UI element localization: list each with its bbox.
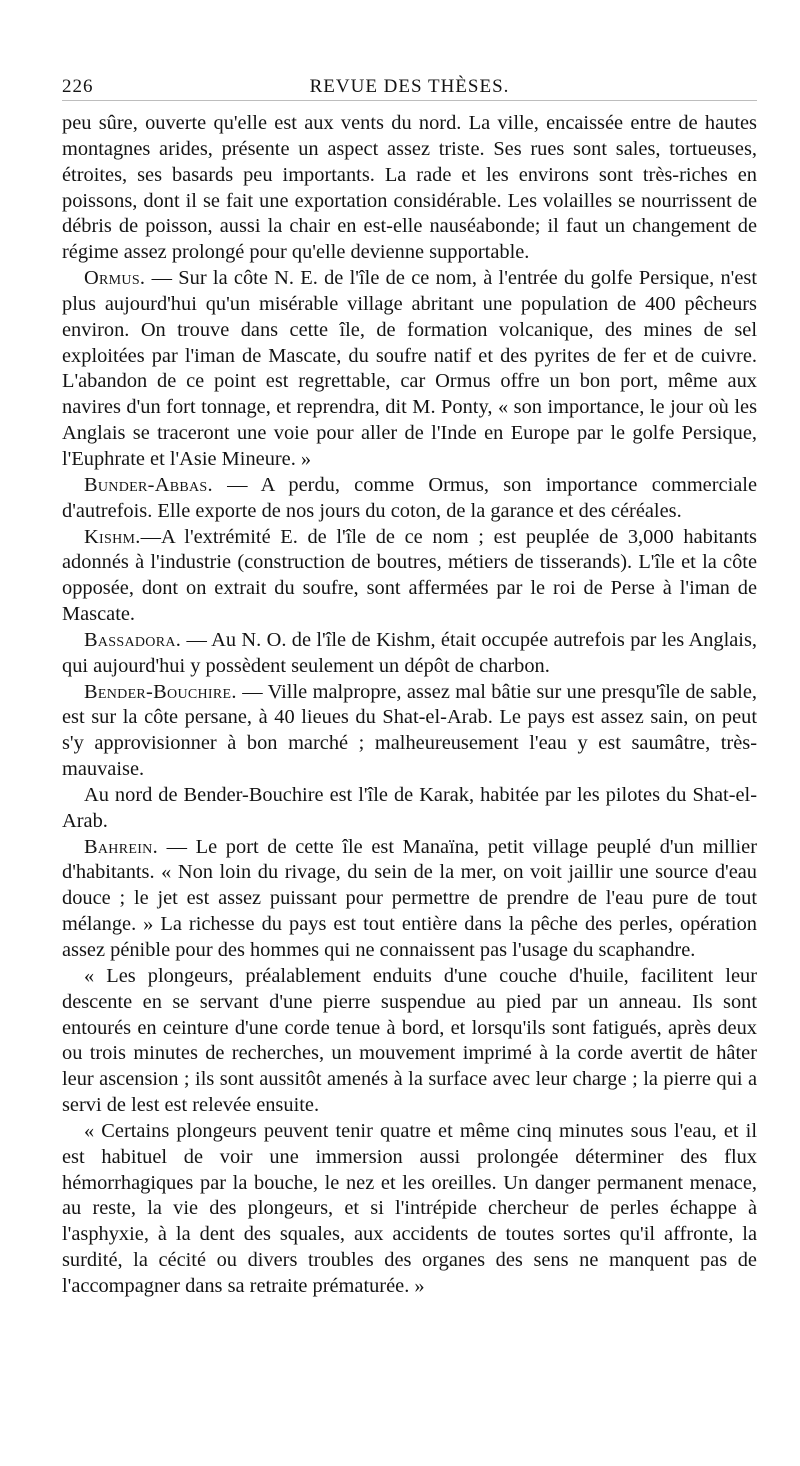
page-number: 226 xyxy=(62,76,94,97)
paragraph-text: — Le port de cette île est Manaïna, petit village peuplé d'un millier d'habitants. « Non loin du rivage, du sein de la mer, on voit jaillir une source d'eau douce ; le jet est assez puissant pour permettre de prendre de l'eau pure de tout mélange. » La richesse du pays est tout entière dans la pêche des perles, opération assez pénible pour des hommes qui ne connaissent pas l'usage du scaphandre. xyxy=(62,835,757,961)
entry-heading-ormus: Ormus. xyxy=(84,267,146,290)
paragraph-text: peu sûre, ouverte qu'elle est aux vents du nord. La ville, encaissée entre de hautes montagnes arides, présente un aspect assez triste. Ses rues sont sales, tortueuses, étroites, ses basards peu importants. La rade et les environs sont très-riches en poissons, dont il se fait une exportation considérable. Les volailles se nourrissent de débris de poisson, aussi la chair en est-elle nauséabonde; il faut un changement de régime assez prolongé pour qu'elle devienne supportable. xyxy=(62,112,757,264)
paragraph-karak xyxy=(62,783,757,835)
paragraph-plongeurs-quote xyxy=(62,964,757,1119)
paragraph-text: — Sur la côte N. E. de l'île de ce nom, à l'entrée du golfe Persique, n'est plus aujourd'hui qu'un misérable village abritant une population de 400 pêcheurs environ. On trouve dans cette île, de formation volcanique, des mines de sel exploitées par l'iman de Mascate, du soufre natif et des pyrites de fer et de cuivre. L'abandon de ce point est regrettable, car Ormus offre un bon port, même aux navires d'un fort tonnage, et reprendra, dit M. Ponty, « son importance, le jour où les Anglais se traceront une voie pour aller de l'Inde en Europe par le golfe Persique, l'Euphrate et l'Asie Mineure. » xyxy=(62,267,757,470)
paragraph-bunder-abbas xyxy=(62,473,757,525)
paragraph-text: — Au N. O. de l'île de Kishm, était occupée autrefois par les Anglais, qui aujourd'hui y possèdent seulement un dépôt de charbon. xyxy=(62,628,757,677)
paragraph-text: « Les plongeurs, préalablement enduits d'une couche d'huile, facilitent leur descente en se servant d'une pierre suspendue au pied par un anneau. Ils sont entourés en ceinture d'une corde tenue à bord, et lorsqu'ils sont fatigués, après deux ou trois minutes de recherches, un mouvement imprimé à la corde avertit de hâter leur ascension ; ils sont aussitôt amenés à la surface avec leur charge ; la pierre qui a servi de lest est relevée ensuite. xyxy=(62,964,757,1117)
paragraph-text: — Ville malpropre, assez mal bâtie sur une presqu'île de sable, est sur la côte persane, à 40 lieues du Shat-el-Arab. Le pays est assez sain, on peut s'y approvisionner à bon marché ; malheureusement l'eau y est saumâtre, très-mauvaise. xyxy=(62,680,757,781)
running-header xyxy=(62,76,757,101)
paragraph-bassadora xyxy=(62,628,757,680)
entry-heading-bunder-abbas: Bunder-Abbas. xyxy=(84,473,213,496)
body-text xyxy=(62,111,757,1300)
entry-heading-bahrein: Bahrein. xyxy=(84,835,158,858)
paragraph-text: Au nord de Bender-Bouchire est l'île de Karak, habitée par les pilotes du Shat-el-Arab. xyxy=(62,783,757,832)
paragraph-text: « Certains plongeurs peuvent tenir quatre et même cinq minutes sous l'eau, et il est habituel de voir une immersion aussi prolongée déterminer des flux hémorrhagiques par la bouche, le nez et les oreilles. Un danger permanent menace, au reste, la vie des plongeurs, et si l'intrépide chercheur de perles échappe à l'asphyxie, à la dent des squales, aux accidents de toutes sortes qu'il affronte, la surdité, la cécité ou divers troubles des organes des sens ne manquent pas de l'accompagner dans sa retraite prématurée. » xyxy=(62,1119,757,1297)
paragraph-kishm xyxy=(62,525,757,628)
paragraph-bahrein xyxy=(62,835,757,964)
entry-heading-bender-bouchire: Bender-Bouchire. xyxy=(84,680,237,703)
running-title: REVUE DES THÈSES. xyxy=(309,76,510,97)
paragraph-text: —A l'extrémité E. de l'île de ce nom ; est peuplée de 3,000 habitants adonnés à l'industrie (construction de boutres, métiers de tisserands). L'île et la côte opposée, dont on extrait du soufre, sont affermées par le roi de Perse à l'iman de Mascate. xyxy=(62,525,757,626)
paragraph-bender-bouchire xyxy=(62,680,757,783)
paragraph-mascate-continued xyxy=(62,111,757,266)
entry-heading-bassadora: Bassadora. xyxy=(84,628,182,651)
entry-heading-kishm: Kishm. xyxy=(84,525,141,548)
paragraph-plongeurs-danger-quote xyxy=(62,1119,757,1300)
paragraph-text: — A perdu, comme Ormus, son importance commerciale d'autrefois. Elle exporte de nos jours du coton, de la garance et des céréales. xyxy=(62,473,757,522)
paragraph-ormus xyxy=(62,266,757,473)
